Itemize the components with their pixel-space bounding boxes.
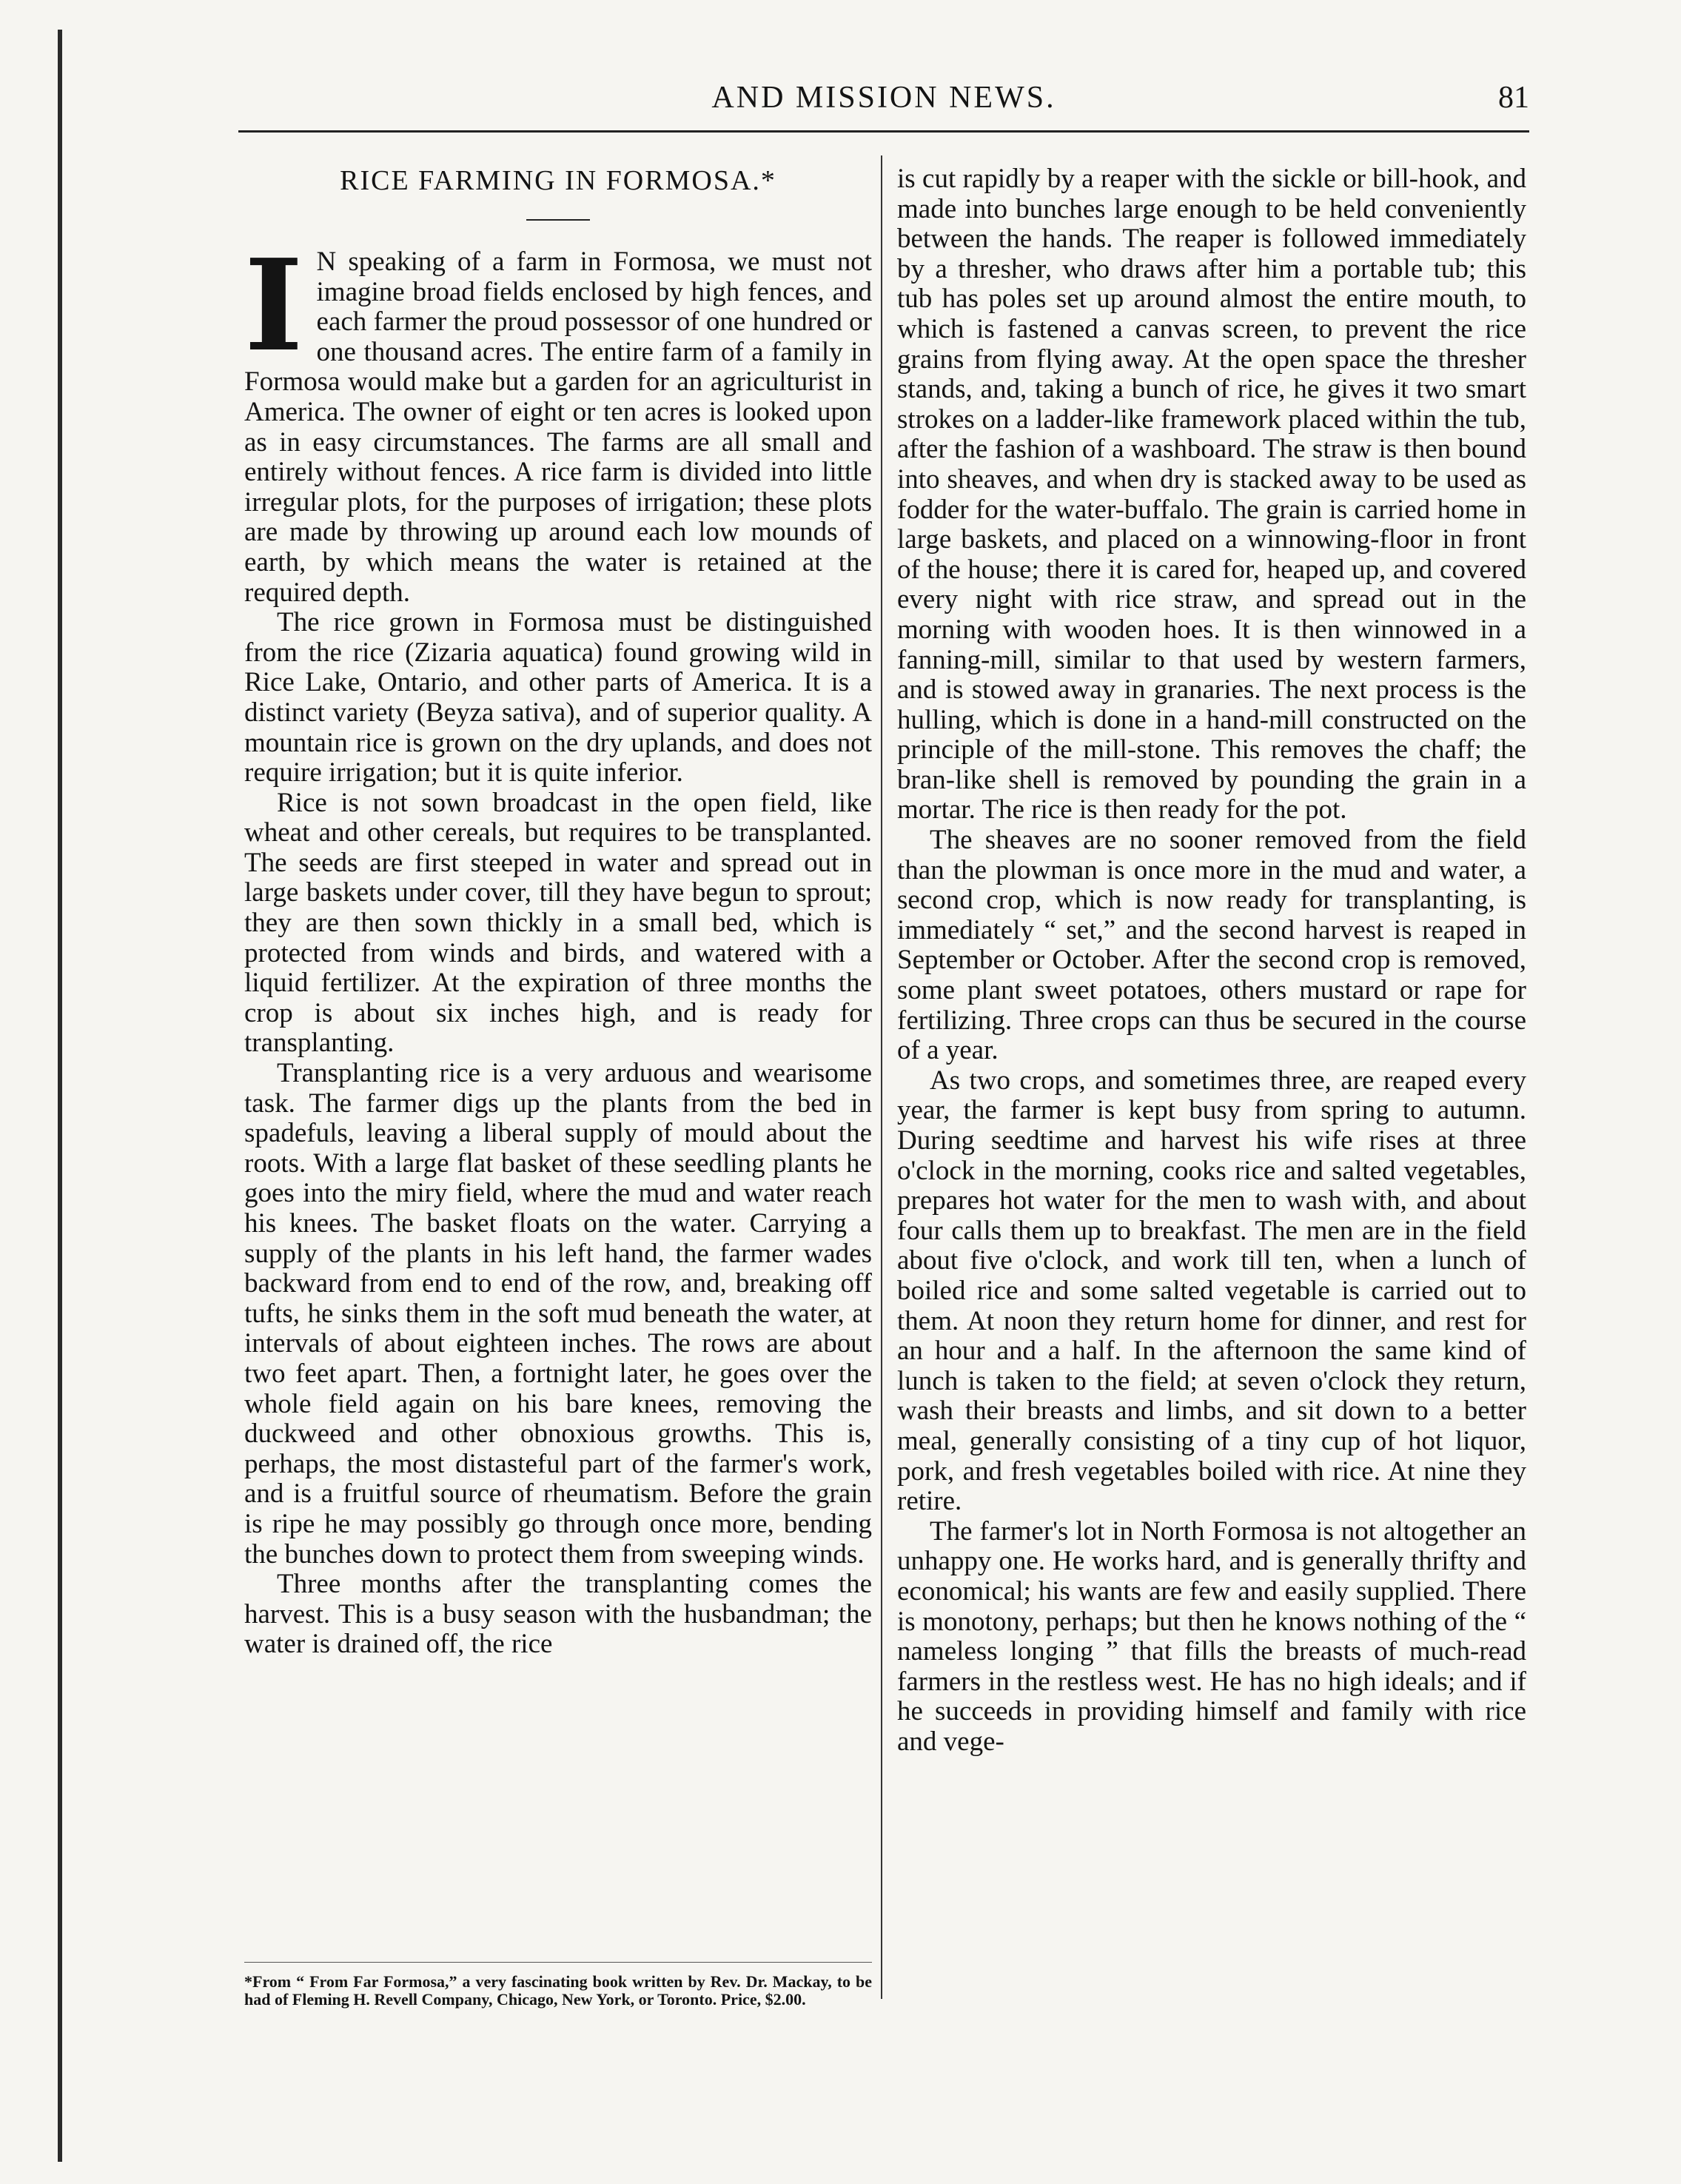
article-title: RICE FARMING IN FORMOSA.* xyxy=(340,165,776,196)
left-column xyxy=(244,164,872,1660)
paragraph: Transplanting rice is a very arduous and wearisome task. The farmer digs up the plants from the bed in spadefuls, leaving a liberal supply of mould about the roots. With a large flat basket of these seedling plants he goes into the miry field, where the mud and water reach his knees. The basket floats on the water. Carrying a supply of the plants in his left hand, the farmer wades backward from end to end of the row, and, breaking off tufts, he sinks them in the soft mud beneath the water, at intervals of about eighteen inches. The rows are about two feet apart. Then, a fortnight later, he goes over the whole field again on his bare knees, removing the duckweed and other obnoxious growths. This is, perhaps, the most distasteful part of the farmer's work, and is a fruitful source of rheumatism. Before the grain is ripe he may possibly go through once more, bending the bunches down to protect them from sweeping winds. xyxy=(244,1058,872,1570)
right-column xyxy=(897,164,1526,1757)
paragraph: The sheaves are no sooner removed from the field than the plowman is once more in the mud and water, a second crop, which is now ready for transplanting, is immediately “ set,” and the second harvest is reaped in September or October. After the second crop is removed, some plant sweet potatoes, others mustard or rape for fertilizing. Three crops can thus be secured in the course of a year. xyxy=(897,825,1526,1066)
paragraph-text: N speaking of a farm in Formosa, we must not imagine broad fields enclosed by high fences, and each farmer the proud possessor of one hundred or one thousand acres. The entire farm of a family in Formosa would make but a garden for an agriculturist in America. The owner of eight or ten acres is looked upon as in easy circumstances. The farms are all small and entirely without fences. A rice farm is divided into little irregular plots, for the purposes of irrigation; these plots are made by throwing up around each low mounds of earth, by which means the water is retained at the required depth. xyxy=(244,247,872,608)
paragraph: Rice is not sown broadcast in the open field, like wheat and other cereals, but requires to be transplanted. The seeds are first steeped in water and spread out in large baskets under cover, till they have begun to sprout; they are then sown thickly in a small bed, which is protected from winds and birds, and watered with a liquid fertilizer. At the expiration of three months the crop is about six inches high, and is ready for transplanting. xyxy=(244,787,872,1059)
drop-cap: I xyxy=(244,232,303,380)
page-number: 81 xyxy=(1498,81,1529,115)
paragraph: Three months after the transplanting comes the harvest. This is a busy season with the husbandman; the water is drained off, the rice xyxy=(244,1569,872,1660)
paragraph xyxy=(244,232,872,608)
footnote-rule xyxy=(244,1962,872,1963)
header-rule xyxy=(238,130,1529,133)
page-binding-edge xyxy=(58,30,62,2162)
column-divider xyxy=(881,155,882,1999)
paragraph: The farmer's lot in North Formosa is not altogether an unhappy one. He works hard, and is generally thrifty and economical; his wants are few and easily supplied. There is monotony, perhaps; but then he knows nothing of the “ nameless longing ” that fills the breasts of much-read farmers in the restless west. He has no high ideals; and if he succeeds in providing himself and family with rice and vege- xyxy=(897,1515,1526,1757)
title-rule xyxy=(526,219,590,221)
paragraph: is cut rapidly by a reaper with the sickle or bill-hook, and made into bunches large enough to be held conveniently between the hands. The reaper is followed immediately by a thresher, who draws after him a portable tub; this tub has poles set up around almost the entire mouth, to which is fastened a canvas screen, to prevent the rice grains from flying away. At the open space the thresher stands, and, taking a bunch of rice, he gives it two smart strokes on a ladder-like framework placed within the tub, after the fashion of a washboard. The straw is then bound into sheaves, and when dry is stacked away to be used as fodder for the water-buffalo. The grain is carried home in large baskets, and placed on a winnowing-floor in front of the house; there it is cared for, heaped up, and covered every night with rice straw, and spread out in the morning with wooden hoes. It is then winnowed in a fanning-mill, similar to that used by western farmers, and is stowed away in granaries. The next process is the hulling, which is done in a hand-mill constructed on the principle of the mill-stone. This removes the chaff; the bran-like shell is removed by pounding the grain in a mortar. The rice is then ready for the pot. xyxy=(897,164,1526,825)
paragraph: The rice grown in Formosa must be distinguished from the rice (Zizaria aquatica) found growing wild in Rice Lake, Ontario, and other parts of America. It is a distinct variety (Beyza sativa), and of superior quality. A mountain rice is grown on the dry uplands, and does not require irrigation; but it is quite inferior. xyxy=(244,607,872,788)
running-header-title: AND MISSION NEWS. xyxy=(711,81,1056,115)
footnote: *From “ From Far Formosa,” a very fascinating book written by Rev. Dr. Mackay, to be had of Fleming H. Revell Company, Chicago, New York, or Toronto. Price, $2.00. xyxy=(244,1972,872,2009)
paragraph: As two crops, and sometimes three, are reaped every year, the farmer is kept busy from spring to autumn. During seedtime and harvest his wife rises at three o'clock in the morning, cooks rice and salted vegetables, prepares hot water for the men to wash with, and about four calls them up to breakfast. The men are in the field about five o'clock, and work till ten, when a lunch of boiled rice and some salted vegetable is carried out to them. At noon they return home for dinner, and rest for an hour and a half. In the afternoon the same kind of lunch is taken to the field; at seven o'clock they return, wash their breasts and limbs, and sit down to a better meal, generally consisting of a tiny cup of hot liquor, pork, and fresh vegetables boiled with rice. At nine they retire. xyxy=(897,1065,1526,1517)
running-header xyxy=(238,80,1529,132)
